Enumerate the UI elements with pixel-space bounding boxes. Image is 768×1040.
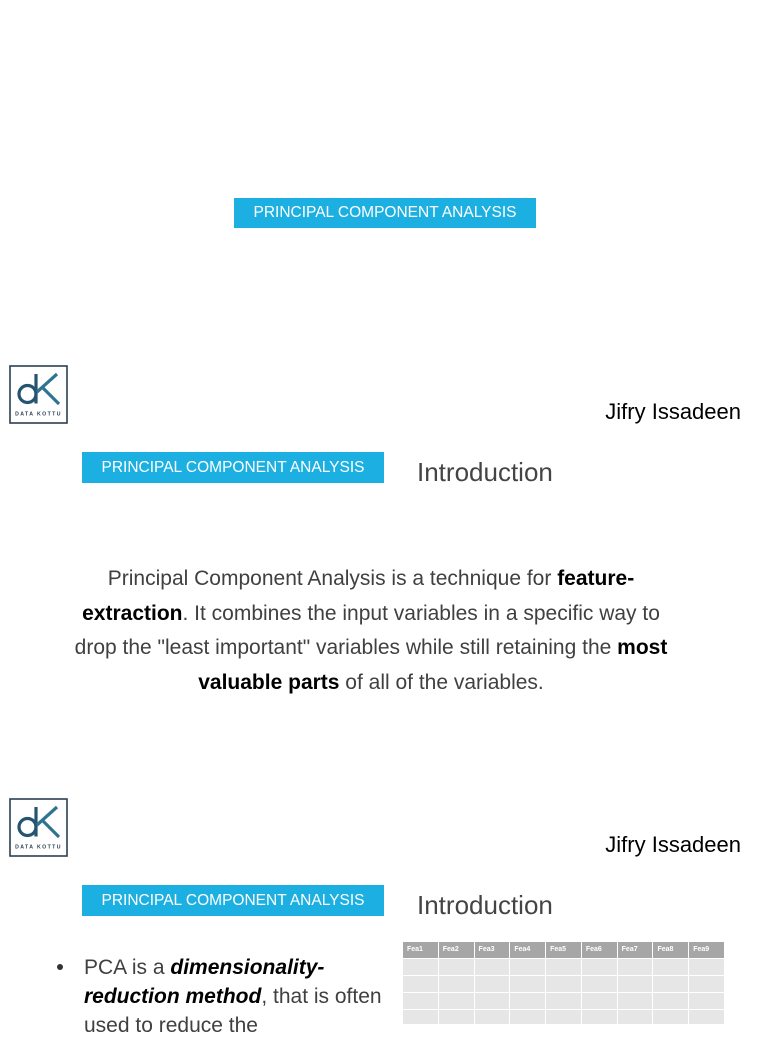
text-run: drop the "least important" variables while still retaining the: [74, 636, 618, 659]
table-cell: [510, 959, 545, 975]
bullet-line: [84, 982, 394, 1011]
bullet-line: used to reduce the: [84, 1014, 258, 1037]
table-cell: [475, 976, 510, 992]
table-header-cell: Fea6: [582, 942, 617, 958]
table-cell: [618, 1010, 653, 1024]
table-header-cell: Fea2: [439, 942, 474, 958]
logo: [9, 798, 68, 857]
section-heading: Introduction: [417, 457, 553, 487]
section-heading: Introduction: [417, 890, 553, 920]
text-run: PCA is a: [84, 956, 171, 979]
table-cell: [475, 993, 510, 1009]
data-kottu-logo: [9, 365, 68, 424]
table-cell: [582, 1010, 617, 1024]
bullet-item: [84, 953, 394, 1037]
table-cell: [403, 1010, 438, 1024]
table-cell: [439, 959, 474, 975]
table-cell: [403, 976, 438, 992]
table-cell: [439, 1010, 474, 1024]
table-cell: [546, 993, 581, 1009]
title-badge: PRINCIPAL COMPONENT ANALYSIS: [82, 885, 384, 916]
table-cell: [403, 959, 438, 975]
table-cell: [582, 976, 617, 992]
table-cell: [689, 993, 724, 1009]
emphasized-text: valuable parts: [198, 670, 340, 694]
paragraph-line: [0, 631, 742, 666]
bullet-marker: [57, 964, 63, 970]
table-header-cell: Fea3: [475, 942, 510, 958]
title-badge: PRINCIPAL COMPONENT ANALYSIS: [82, 452, 384, 483]
table-cell: [582, 993, 617, 1009]
table-header-cell: Fea8: [653, 942, 688, 958]
table-cell: [546, 959, 581, 975]
table-cell: [618, 976, 653, 992]
slide-1: [0, 0, 768, 350]
emphasized-text: most: [617, 636, 668, 659]
table-cell: [653, 976, 688, 992]
intro-paragraph: [0, 562, 742, 700]
slide-3: [0, 783, 768, 1037]
table-cell: [439, 976, 474, 992]
text-run: of all of the variables.: [339, 670, 544, 694]
author-name: Jifry Issadeen: [605, 399, 741, 424]
emphasized-text: reduction method: [84, 985, 262, 1008]
table-cell: [403, 993, 438, 1009]
table-header-cell: Fea9: [689, 942, 724, 958]
table-header-cell: Fea5: [546, 942, 581, 958]
table-header-cell: Fea7: [618, 942, 653, 958]
feature-table: [403, 942, 724, 1024]
table-cell: [439, 993, 474, 1009]
table-header-cell: Fea4: [510, 942, 545, 958]
emphasized-text: feature-: [557, 567, 635, 590]
table-cell: [653, 993, 688, 1009]
table-cell: [689, 1010, 724, 1024]
emphasized-text: extraction: [82, 601, 183, 625]
author-name: Jifry Issadeen: [605, 832, 741, 857]
table-header-cell: Fea1: [403, 942, 438, 958]
table-cell: [689, 976, 724, 992]
paragraph-line: [0, 597, 742, 632]
table-cell: [475, 1010, 510, 1024]
text-run: Principal Component Analysis is a technique for: [107, 567, 558, 590]
logo: [9, 365, 68, 424]
paragraph-line: [0, 562, 742, 597]
table-cell: [546, 976, 581, 992]
table-cell: [618, 993, 653, 1009]
slide-2: [0, 350, 768, 783]
table-cell: [475, 959, 510, 975]
text-run: , that is often: [261, 985, 382, 1008]
title-badge: PRINCIPAL COMPONENT ANALYSIS: [234, 198, 536, 228]
table-cell: [653, 959, 688, 975]
table-cell: [546, 1010, 581, 1024]
table-cell: [582, 959, 617, 975]
bullet-line: [84, 953, 394, 982]
table-cell: [689, 959, 724, 975]
table-cell: [653, 1010, 688, 1024]
emphasized-text: dimensionality-: [170, 956, 325, 979]
table-cell: [510, 976, 545, 992]
data-kottu-logo: [9, 798, 68, 857]
logo-text: DATA KOTTU: [15, 844, 62, 851]
table-cell: [510, 1010, 545, 1024]
table-cell: [618, 959, 653, 975]
logo-text: DATA KOTTU: [15, 411, 62, 418]
text-run: . It combines the input variables in a specific way to: [182, 601, 660, 625]
table-cell: [510, 993, 545, 1009]
paragraph-line: [0, 666, 742, 701]
